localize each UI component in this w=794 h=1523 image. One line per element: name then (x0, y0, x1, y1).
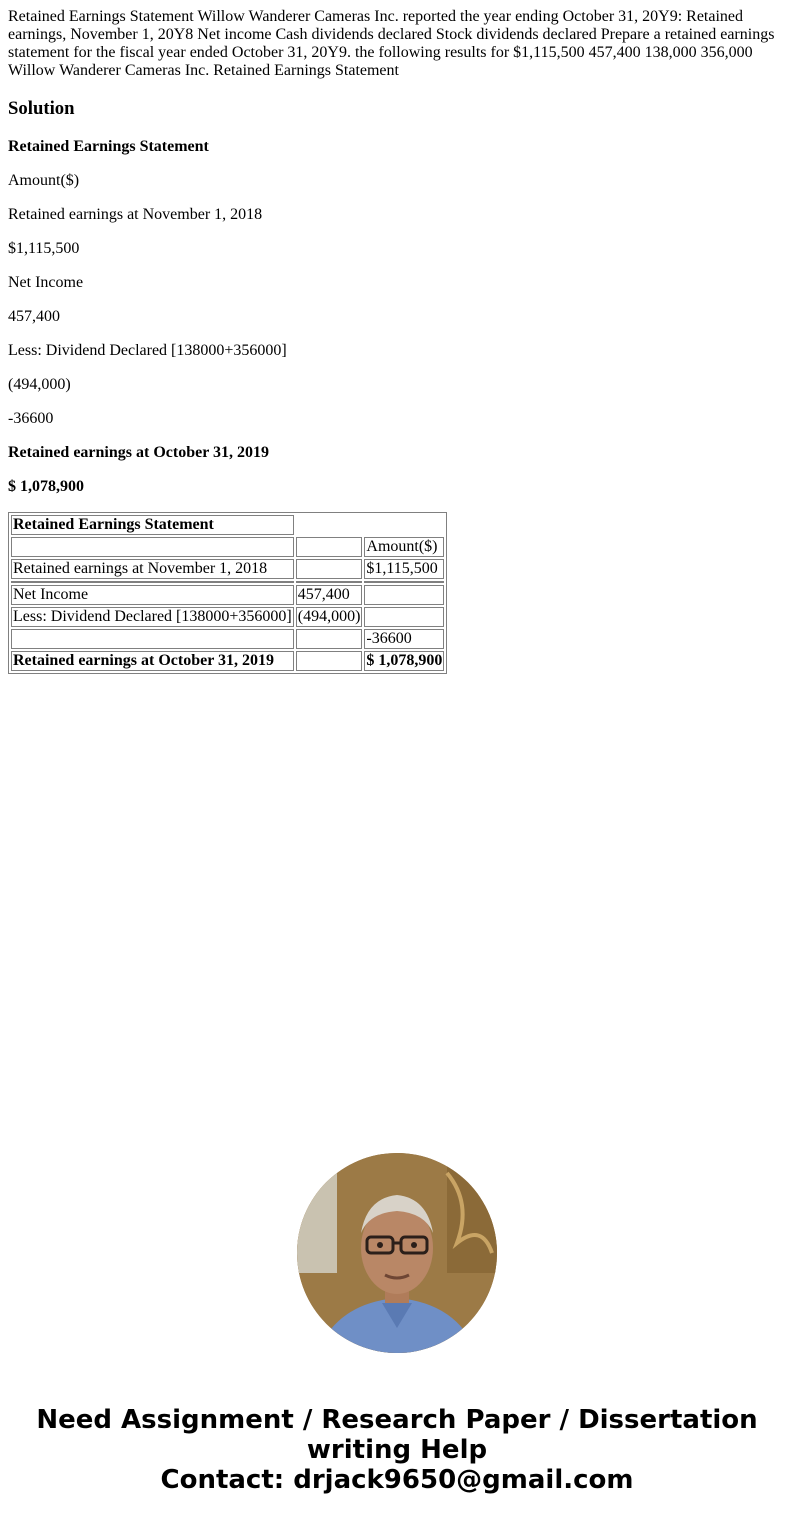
avatar-portrait-image (297, 1153, 497, 1353)
table-row (11, 585, 444, 605)
table-row-mid (296, 651, 363, 671)
table-row-amount (364, 585, 444, 605)
table-row-mid (296, 629, 363, 649)
table-row-amount: -36600 (364, 629, 444, 649)
table-row-mid (296, 559, 363, 579)
table-empty-cell (296, 537, 363, 557)
table-row (11, 629, 444, 649)
avatar (297, 1153, 497, 1353)
table-row-mid: (494,000) (297, 608, 361, 625)
table-row-label: Retained earnings at November 1, 2018 (11, 559, 294, 579)
re-begin-label: Retained earnings at November 1, 2018 (8, 206, 263, 223)
table-row-amount (364, 607, 444, 627)
table-separator-cell (364, 581, 444, 583)
amount-header: Amount($) (8, 172, 80, 189)
promo-contact: Contact: drjack9650@gmail.com (160, 1465, 634, 1495)
table-separator-cell (11, 581, 294, 583)
promo-text (0, 1405, 794, 1495)
table-row-mid: 457,400 (296, 585, 363, 605)
table-separator-cell (296, 581, 363, 583)
table-total-row (11, 651, 444, 671)
table-separator-row (11, 581, 444, 583)
retained-earnings-table (8, 512, 447, 674)
table-row-amount: $ 1,078,900 (366, 652, 443, 669)
table-empty-cell (11, 537, 294, 557)
dividend-label: Less: Dividend Declared [138000+356000] (8, 342, 287, 359)
promo-banner (0, 1153, 794, 1495)
solution-heading: Solution (8, 98, 75, 119)
table-row-label (11, 629, 294, 649)
table-title-row (11, 515, 444, 535)
table-row-label: Net Income (11, 585, 294, 605)
question-text: Retained Earnings Statement Willow Wanderer Cameras Inc. reported the year ending October 31, 20Y9: Retained earnings, November 1, 20Y8 Net income Cash dividends declared Stock dividends declared Prepare a retained earnings statement for the fiscal year ended October 31, 20Y9. the following results for $1,115,500 457,400 138,000 356,000 Willow Wanderer Cameras Inc. Retained Earnings Statement (8, 8, 775, 79)
page-content (0, 0, 794, 682)
promo-line-1: Need Assignment / Research Paper / Dissertation (36, 1405, 758, 1435)
re-end-value: $ 1,078,900 (8, 478, 84, 495)
table-empty-cell (364, 515, 444, 535)
table-header-row (11, 537, 444, 557)
net-income-value: 457,400 (8, 308, 60, 325)
table-empty-cell (296, 515, 363, 535)
change-value: -36600 (8, 410, 54, 427)
dividend-value: (494,000) (8, 376, 71, 393)
re-begin-value: $1,115,500 (8, 240, 80, 257)
table-amount-header: Amount($) (364, 537, 444, 557)
table-title: Retained Earnings Statement (11, 515, 294, 535)
table-row-label: Retained earnings at October 31, 2019 (11, 651, 294, 671)
table-row-amount: $1,115,500 (364, 559, 444, 579)
table-row-label: Less: Dividend Declared [138000+356000] (13, 608, 292, 625)
net-income-label: Net Income (8, 274, 84, 291)
statement-title: Retained Earnings Statement (8, 138, 209, 155)
table-row (11, 559, 444, 579)
promo-line-2: writing Help (306, 1435, 488, 1465)
re-end-label: Retained earnings at October 31, 2019 (8, 444, 270, 461)
table-row (11, 607, 444, 627)
